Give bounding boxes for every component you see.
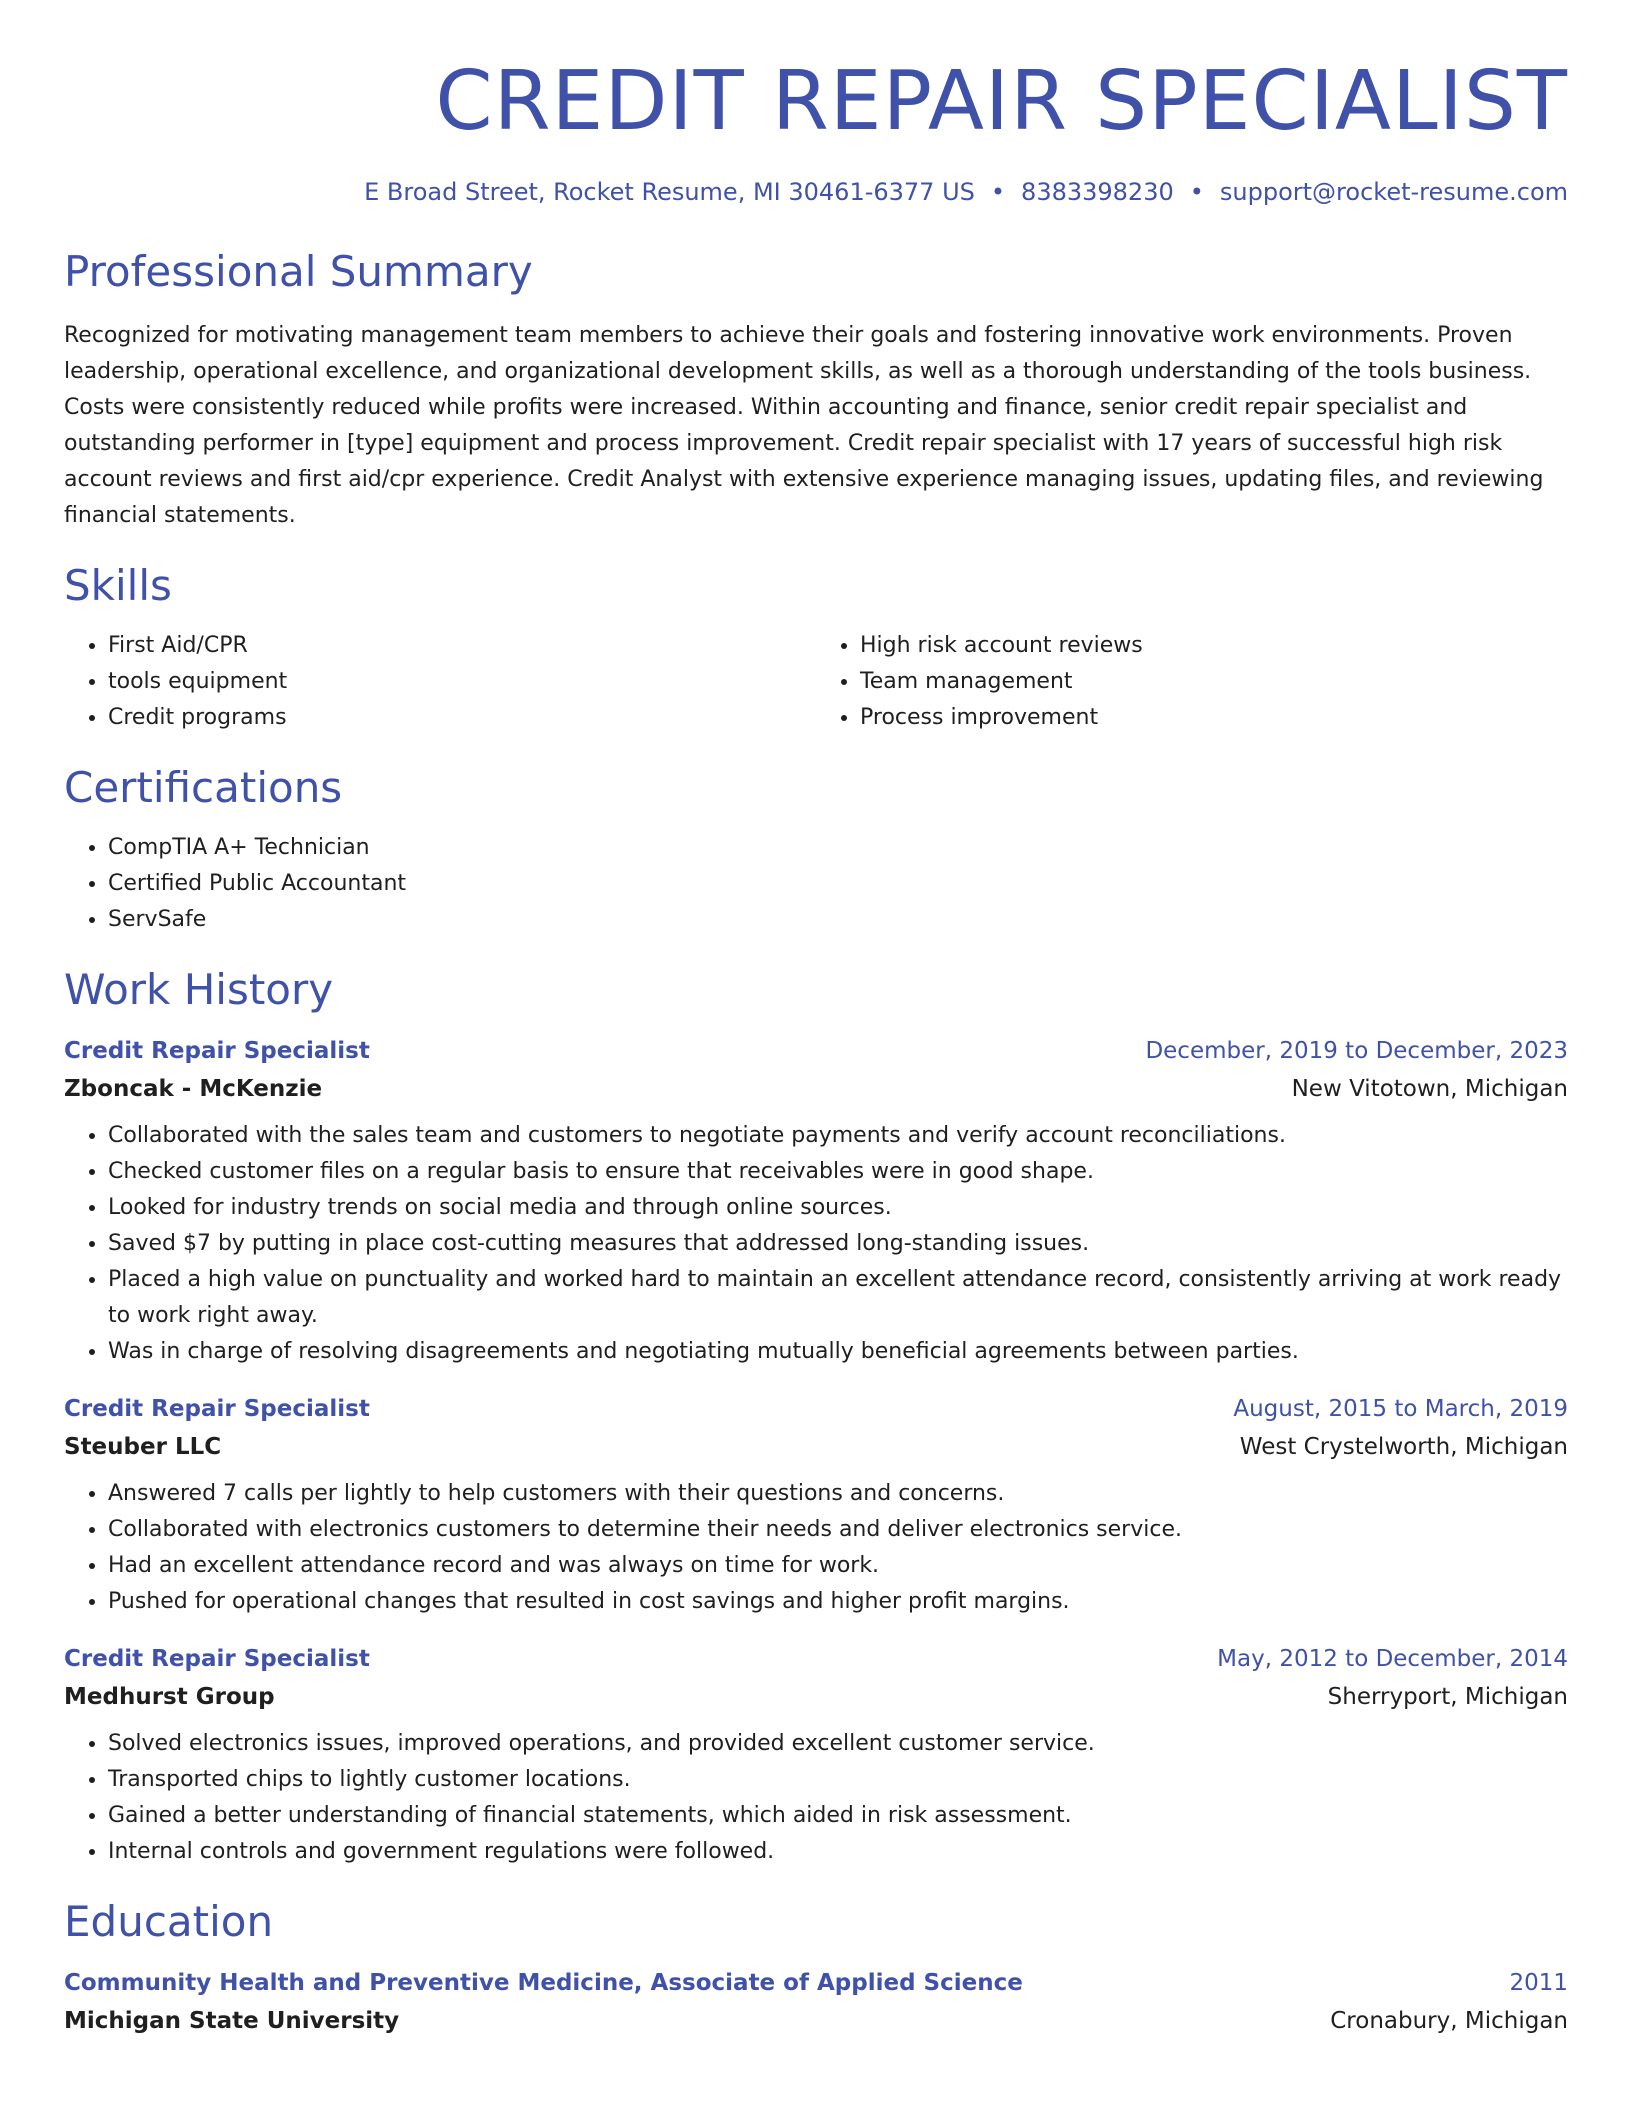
job-bullets <box>64 1476 1568 1620</box>
certifications-list <box>64 830 1568 938</box>
job-bullet: • Placed a high value on punctuality and worked hard to maintain an excellent attendance record, consistently arriving at work ready to work right away. <box>108 1262 1568 1334</box>
job-location: West Crystelworth, Michigan <box>1239 1434 1568 1460</box>
education-entry <box>64 1964 1568 2040</box>
job-entry <box>64 1032 1568 1370</box>
job-dates: August, 2015 to March, 2019 <box>1233 1396 1568 1422</box>
job-bullet: • Internal controls and government regulations were followed. <box>108 1834 1568 1870</box>
job-company: Zboncak - McKenzie <box>64 1076 323 1102</box>
certification-item: • ServSafe <box>108 902 1568 938</box>
contact-address: E Broad Street, Rocket Resume, MI 30461-6377 US <box>364 178 975 206</box>
job-dates: May, 2012 to December, 2014 <box>1217 1646 1568 1672</box>
job-bullet: • Had an excellent attendance record and was always on time for work. <box>108 1548 1568 1584</box>
summary-text: Recognized for motivating management team members to achieve their goals and fostering innovative work environments. Proven leadership, operational excellence, and organizational development skills, as well as a thorough understanding of the tools business. Costs were consistently reduced while profits were increased. Within accounting and finance, senior credit repair specialist and outstanding performer in [type] equipment and process improvement. Credit repair specialist with 17 years of successful high risk account reviews and first aid/cpr experience. Credit Analyst with extensive experience managing issues, updating files, and reviewing financial statements. <box>64 323 1544 528</box>
job-bullets <box>64 1118 1568 1370</box>
job-title: Credit Repair Specialist <box>64 1038 370 1064</box>
skills-grid <box>64 628 1568 736</box>
summary-heading: Professional Summary <box>64 247 533 296</box>
job-bullet: • Looked for industry trends on social media and through online sources. <box>108 1190 1568 1226</box>
job-location: New Vitotown, Michigan <box>1291 1076 1568 1102</box>
job-title: Credit Repair Specialist <box>64 1396 370 1422</box>
job-title: Credit Repair Specialist <box>64 1646 370 1672</box>
skills-column-left <box>64 628 816 736</box>
job-bullet: • Answered 7 calls per lightly to help customers with their questions and concerns. <box>108 1476 1568 1512</box>
skills-column-right <box>816 628 1568 736</box>
job-bullets <box>64 1726 1568 1870</box>
job-dates: December, 2019 to December, 2023 <box>1145 1038 1568 1064</box>
job-location: Sherryport, Michigan <box>1327 1684 1568 1710</box>
job-bullet: • Checked customer files on a regular basis to ensure that receivables were in good shape. <box>108 1154 1568 1190</box>
contact-separator: • <box>990 178 1006 206</box>
skill-item: • tools equipment <box>108 664 816 700</box>
job-bullet: • Saved $7 by putting in place cost-cutting measures that addressed long-standing issues. <box>108 1226 1568 1262</box>
resume-title: CREDIT REPAIR SPECIALIST <box>435 54 1568 149</box>
contact-separator: • <box>1189 178 1204 206</box>
education-year: 2011 <box>1509 1970 1568 1996</box>
job-entry <box>64 1390 1568 1620</box>
education-school: Michigan State University <box>64 2008 400 2034</box>
certification-item: • Certified Public Accountant <box>108 866 1568 902</box>
contact-line <box>64 176 1568 208</box>
contact-email: support@rocket-resume.com <box>1219 178 1568 206</box>
certification-item: • CompTIA A+ Technician <box>108 830 1568 866</box>
work-history-heading: Work History <box>64 965 334 1014</box>
education-degree: Community Health and Preventive Medicine, Associate of Applied Science <box>64 1970 1023 1996</box>
education-heading: Education <box>64 1897 274 1946</box>
job-company: Medhurst Group <box>64 1684 275 1710</box>
skill-item: • Process improvement <box>860 700 1568 736</box>
skill-item: • Credit programs <box>108 700 816 736</box>
contact-phone: 8383398230 <box>1021 178 1174 206</box>
skill-item: • First Aid/CPR <box>108 628 816 664</box>
job-bullet: • Collaborated with the sales team and customers to negotiate payments and verify account reconciliations. <box>108 1118 1568 1154</box>
job-bullet: • Pushed for operational changes that resulted in cost savings and higher profit margins. <box>108 1584 1568 1620</box>
certifications-heading: Certifications <box>64 763 343 812</box>
job-company: Steuber LLC <box>64 1434 222 1460</box>
education-location: Cronabury, Michigan <box>1330 2008 1568 2034</box>
job-bullet: • Was in charge of resolving disagreements and negotiating mutually beneficial agreements between parties. <box>108 1334 1568 1370</box>
job-bullet: • Collaborated with electronics customers to determine their needs and deliver electronics service. <box>108 1512 1568 1548</box>
job-bullet: • Transported chips to lightly customer locations. <box>108 1762 1568 1798</box>
job-bullet: • Gained a better understanding of financial statements, which aided in risk assessment. <box>108 1798 1568 1834</box>
skill-item: • Team management <box>860 664 1568 700</box>
job-bullet: • Solved electronics issues, improved operations, and provided excellent customer service. <box>108 1726 1568 1762</box>
skills-heading: Skills <box>64 561 172 610</box>
skill-item: • High risk account reviews <box>860 628 1568 664</box>
job-entry <box>64 1640 1568 1870</box>
work-history-list <box>64 1032 1568 1870</box>
